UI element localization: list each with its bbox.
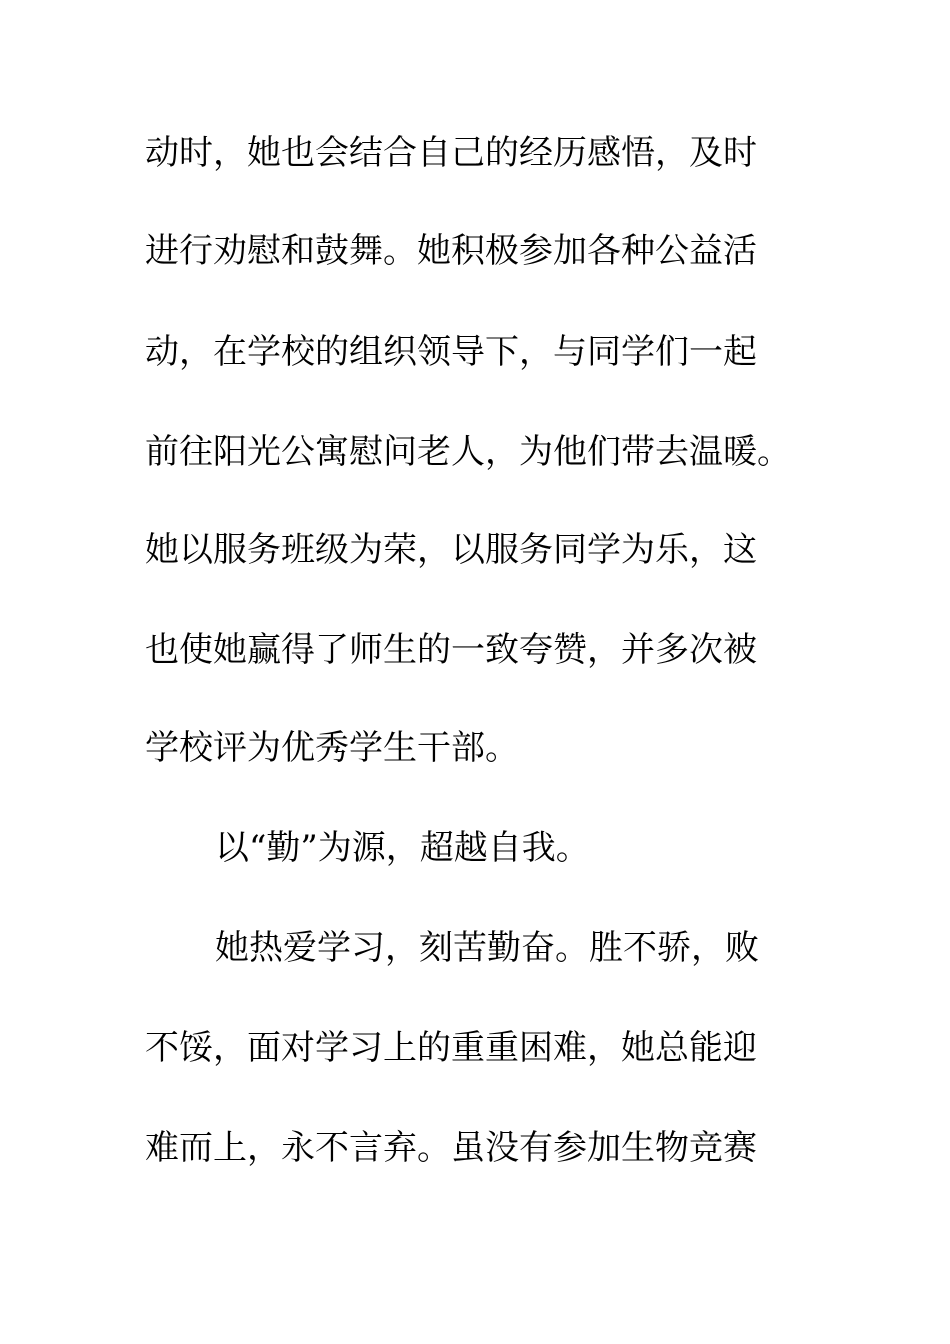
paragraph-line: 她热爱学习，刻苦勤奋。胜不骄，败 (215, 928, 759, 968)
paragraph-line: 难而上，永不言弃。虽没有参加生物竞赛 (145, 1128, 757, 1168)
paragraph-line: 不馁，面对学习上的重重困难，她总能迎 (145, 1028, 757, 1068)
paragraph-line: 进行劝慰和鼓舞。她积极参加各种公益活 (145, 231, 757, 271)
paragraph-line: 动，在学校的组织领导下，与同学们一起 (145, 332, 757, 372)
section-heading: 以“勤”为源，超越自我。 (215, 828, 590, 868)
paragraph-line: 前往阳光公寓慰问老人，为他们带去温暖。 (145, 432, 791, 472)
paragraph-line: 学校评为优秀学生干部。 (145, 728, 519, 768)
paragraph-line: 也使她赢得了师生的一致夸赞，并多次被 (145, 630, 757, 670)
paragraph-line: 她以服务班级为荣，以服务同学为乐，这 (145, 530, 757, 570)
paragraph-line: 动时，她也会结合自己的经历感悟，及时 (145, 133, 757, 173)
